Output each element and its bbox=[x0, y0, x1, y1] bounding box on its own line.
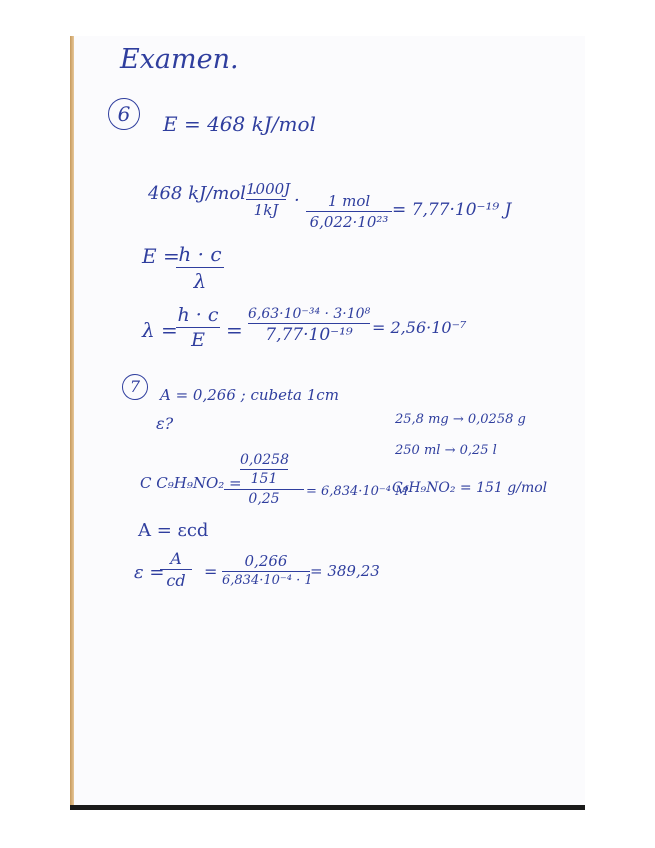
q6-lambda-numerator: h · c bbox=[177, 304, 219, 326]
fraction-bar bbox=[176, 267, 224, 268]
q6-factor-1-numerator: 1000J bbox=[246, 180, 291, 198]
q6-lambda-equals: = bbox=[226, 318, 243, 342]
q7-concentration-lhs: C C₉H₉NO₂ = bbox=[140, 474, 242, 492]
q7-volume-conversion: 250 ml → 0,25 l bbox=[395, 443, 497, 458]
q7-epsilon-result: = 389,23 bbox=[310, 562, 380, 580]
q6-formula-fraction bbox=[176, 242, 224, 293]
q6-formula-numerator: h · c bbox=[178, 242, 222, 266]
fraction-bar bbox=[224, 489, 304, 490]
q7-epsilon-denominator: cd bbox=[166, 571, 186, 590]
q6-factor-2-denominator: 6,022·10²³ bbox=[309, 213, 389, 231]
q7-epsilon-fraction bbox=[160, 549, 192, 590]
q6-factor-1-denominator: 1kJ bbox=[253, 201, 279, 219]
q6-lambda-fraction bbox=[176, 304, 220, 351]
q6-conversion-factor-2 bbox=[306, 192, 392, 231]
fraction-bar bbox=[306, 211, 392, 212]
q7-beer-lambert-law: A = εcd bbox=[138, 520, 209, 541]
q7-unknown: ε? bbox=[156, 414, 174, 433]
q7-substitution-denominator: 6,834·10⁻⁴ · 1 bbox=[222, 573, 313, 588]
q6-lambda-substitution bbox=[248, 306, 370, 345]
paper-left-edge bbox=[70, 36, 74, 810]
q7-epsilon-substitution bbox=[222, 552, 313, 588]
q7-epsilon-lhs: ε = bbox=[134, 562, 165, 583]
q7-substitution-numerator: 0,266 bbox=[244, 552, 288, 570]
q6-conversion-factor-1 bbox=[246, 180, 291, 219]
q7-epsilon-equals: = bbox=[204, 562, 218, 581]
q6-conversion-dot: · bbox=[294, 190, 300, 211]
q6-lambda-result: = 2,56·10⁻⁷ bbox=[372, 318, 467, 337]
q7-concentration-fraction bbox=[224, 452, 304, 507]
question-7-number: 7 bbox=[122, 374, 148, 400]
q7-inner-denominator: 151 bbox=[250, 471, 278, 487]
q6-conversion-result: = 7,77·10⁻¹⁹ J bbox=[392, 200, 512, 220]
q7-concentration-denominator: 0,25 bbox=[248, 491, 280, 507]
q6-lambda-denominator: E bbox=[191, 329, 205, 351]
fraction-bar bbox=[160, 569, 192, 570]
q6-substitution-denominator: 7,77·10⁻¹⁹ bbox=[265, 325, 353, 345]
q6-energy-given: E = 468 kJ/mol bbox=[163, 112, 316, 136]
q7-inner-numerator: 0,0258 bbox=[240, 452, 289, 468]
q7-molar-mass: C₉H₉NO₂ = 151 g/mol bbox=[392, 480, 548, 496]
q7-concentration-result: = 6,834·10⁻⁴ M bbox=[306, 484, 409, 499]
q6-lambda-lhs: λ = bbox=[142, 318, 178, 342]
paper-bottom-edge bbox=[70, 805, 585, 810]
q6-factor-2-numerator: 1 mol bbox=[327, 192, 371, 210]
q7-given-data: A = 0,266 ; cubeta 1cm bbox=[160, 386, 339, 404]
fraction-bar bbox=[176, 327, 220, 328]
q6-substitution-numerator: 6,63·10⁻³⁴ · 3·10⁸ bbox=[248, 306, 371, 322]
q7-mass-conversion: 25,8 mg → 0,0258 g bbox=[395, 412, 526, 427]
q7-inner-fraction bbox=[240, 452, 288, 487]
q6-conversion-start: 468 kJ/mol · bbox=[148, 183, 258, 204]
fraction-bar bbox=[240, 469, 288, 470]
page-title: Examen. bbox=[120, 44, 239, 75]
fraction-bar bbox=[222, 571, 310, 572]
fraction-bar bbox=[246, 199, 286, 200]
q6-formula-denominator: λ bbox=[193, 269, 207, 293]
fraction-bar bbox=[248, 323, 370, 324]
q6-formula-lhs: E = bbox=[142, 244, 180, 268]
q7-epsilon-numerator: A bbox=[170, 549, 182, 568]
question-6-number: 6 bbox=[108, 98, 140, 130]
